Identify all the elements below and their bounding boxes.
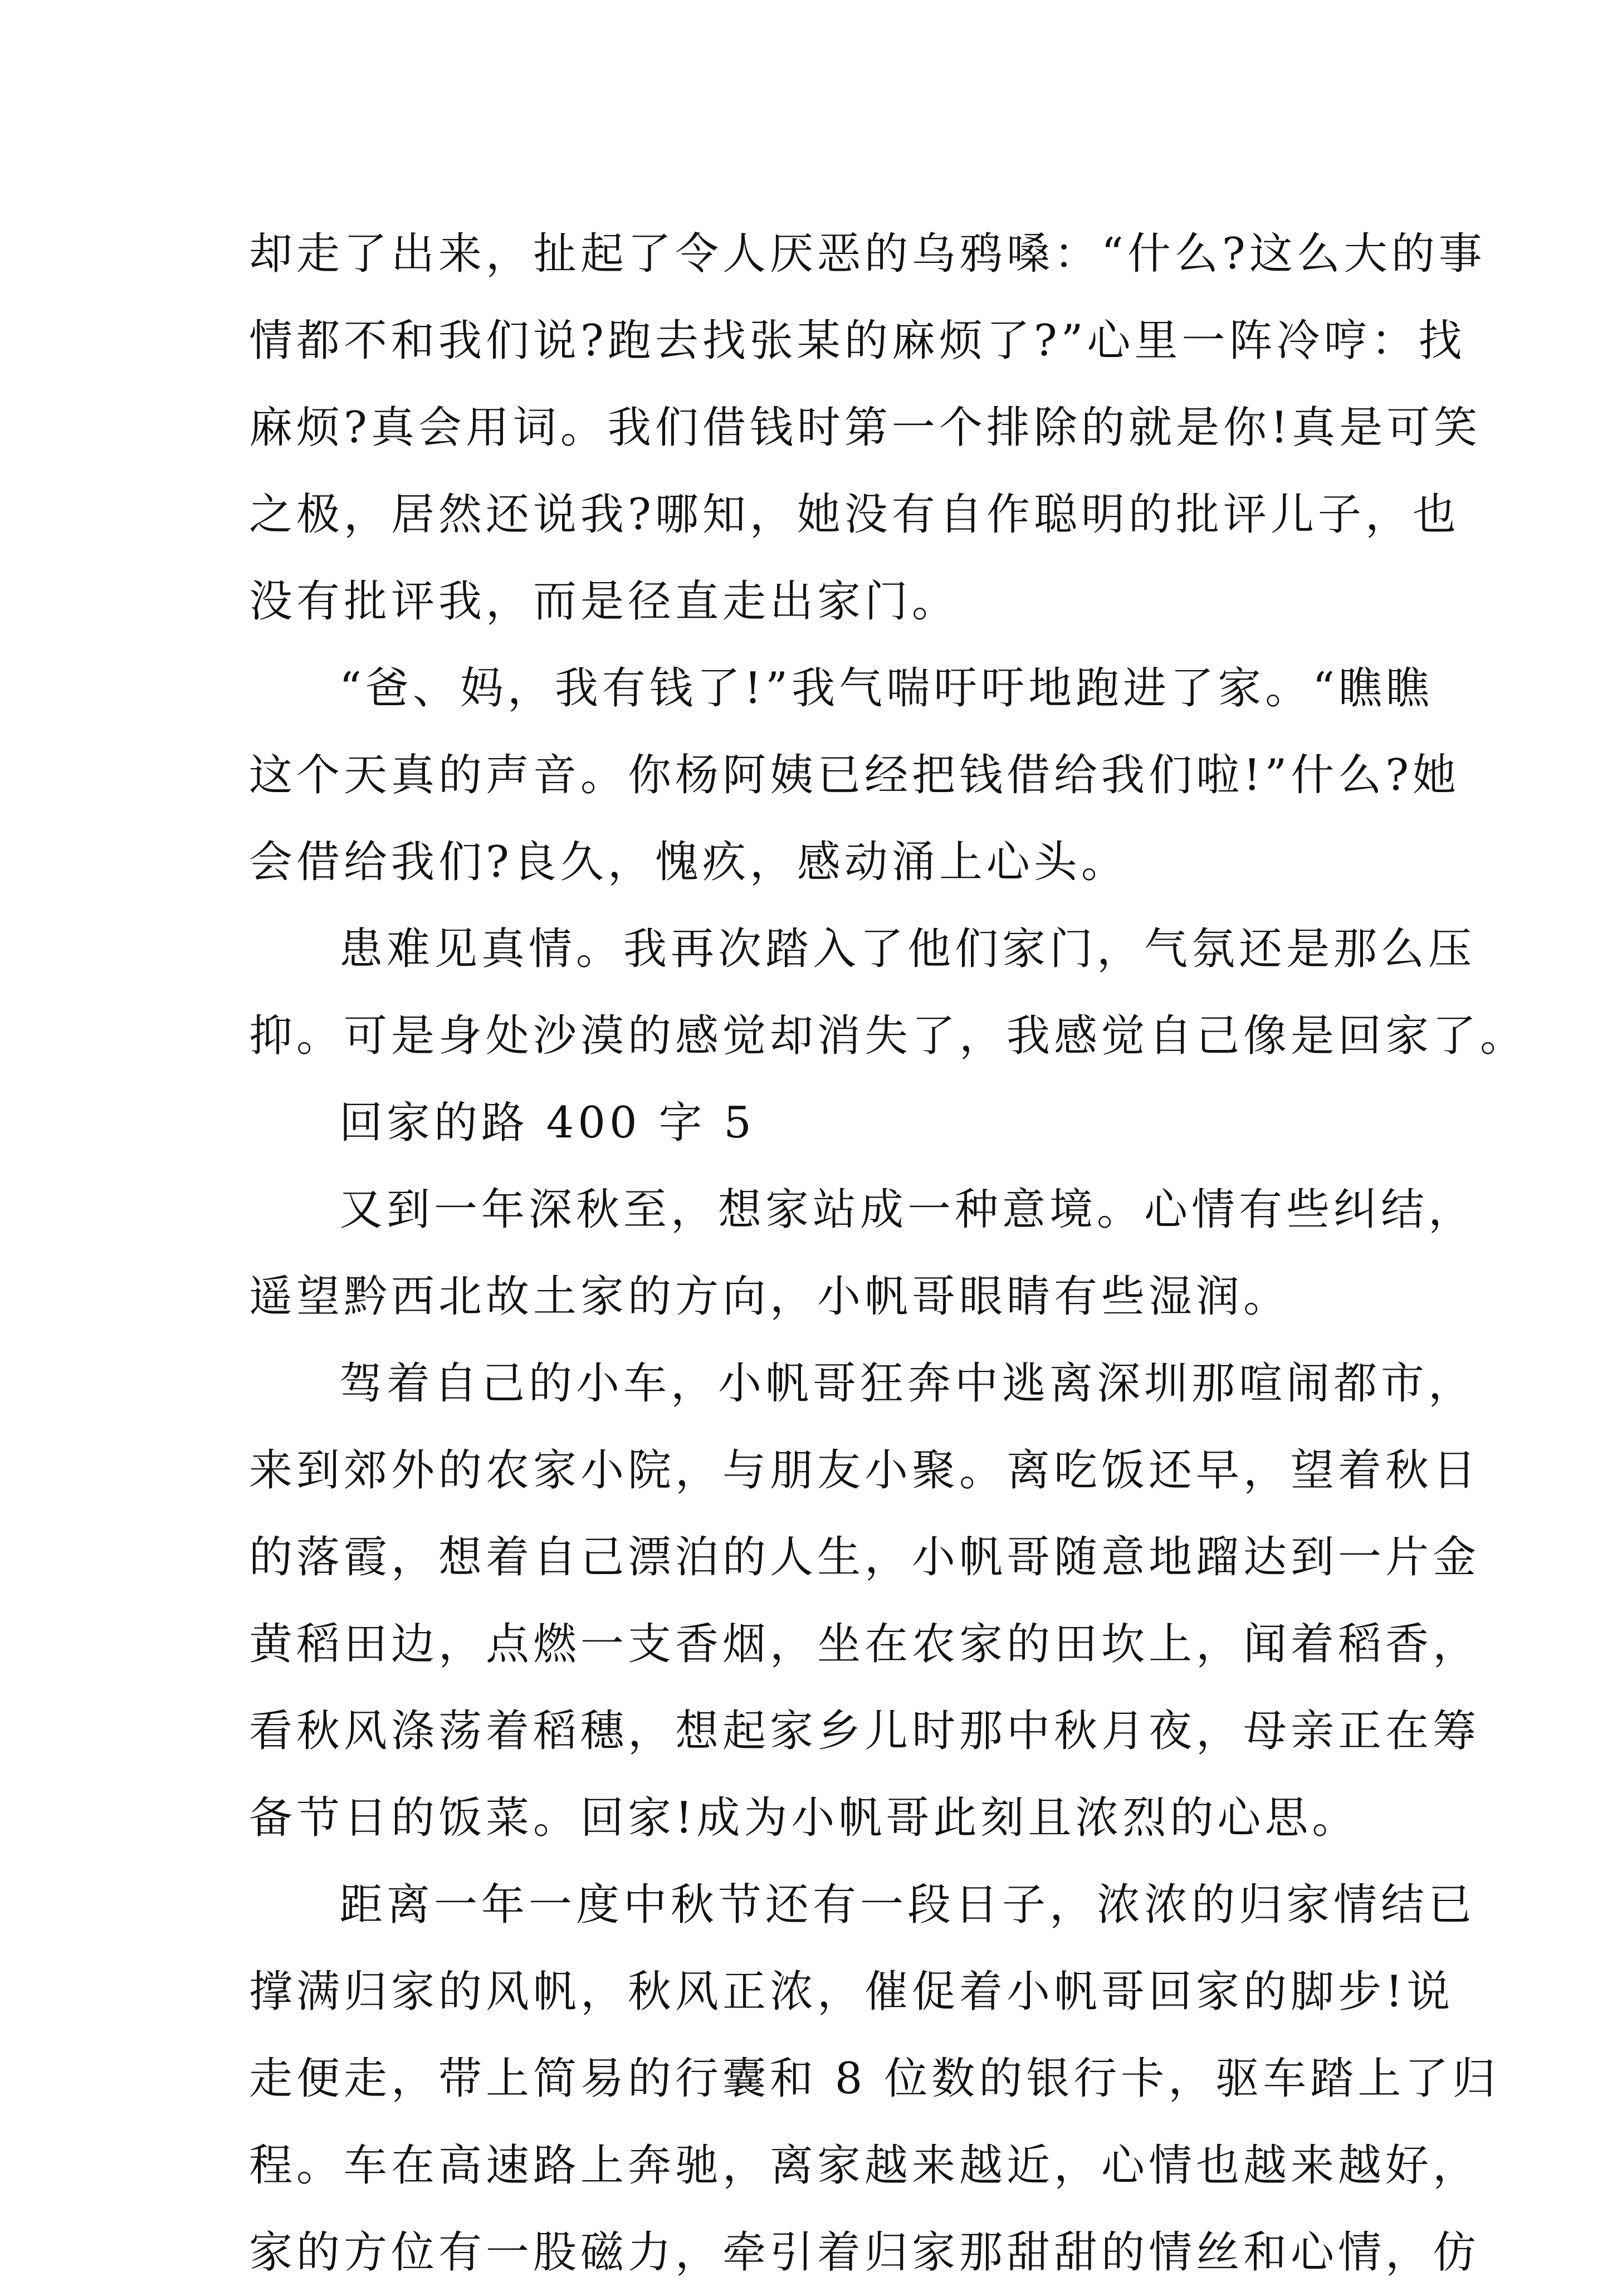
text-line: 会借给我们?良久，愧疚，感动涌上心头。 — [249, 837, 1129, 887]
text-line: 备节日的饭菜。回家!成为小帆哥此刻且浓烈的心思。 — [249, 1793, 1360, 1843]
text-line: 驾着自己的小车，小帆哥狂奔中逃离深圳那喧闹都市， — [339, 1359, 1476, 1409]
text-line: 没有批评我，而是径直走出家门。 — [249, 577, 960, 627]
heading-line: 回家的路 400 字 5 — [339, 1098, 755, 1148]
text-line: 看秋风涤荡着稻穗，想起家乡儿时那中秋月夜，母亲正在筹 — [249, 1706, 1481, 1756]
paragraph-3 — [249, 906, 1528, 1079]
text-line: 走便走，带上简易的行囊和 8 位数的银行卡，驱车踏上了归 — [249, 2054, 1500, 2104]
paragraph-2 — [249, 645, 1460, 906]
text-line: 又到一年深秋至，想家站成一种意境。心情有些纠结， — [339, 1185, 1476, 1235]
text-line: 患难见真情。我再次踏入了他们家门，气氛还是那么压 — [339, 924, 1476, 974]
text-line: 黄稻田边，点燃一支香烟，坐在农家的田坎上，闻着稻香， — [249, 1619, 1481, 1669]
paragraph-1 — [249, 211, 1486, 645]
text-line: 家的方位有一股磁力，牵引着归家那甜甜的情丝和心情，仿 — [249, 2227, 1481, 2278]
text-line: 的落霞，想着自己漂泊的人生，小帆哥随意地蹓达到一片金 — [249, 1532, 1481, 1582]
text-line: 之极，居然还说我?哪知，她没有自作聪明的批评儿子，也 — [249, 490, 1460, 540]
text-line: 撑满归家的风帆，秋风正浓，催促着小帆哥回家的脚步!说 — [249, 1967, 1454, 2017]
text-line: 却走了出来，扯起了令人厌恶的乌鸦嗓：“什么?这么大的事 — [249, 229, 1486, 279]
paragraph-6 — [249, 1862, 1500, 2296]
text-line: “爸、妈，我有钱了!”我气喘吁吁地跑进了家。“瞧瞧 — [339, 663, 1433, 714]
text-line: 麻烦?真会用词。我们借钱时第一个排除的就是你!真是可笑 — [249, 403, 1482, 453]
text-line: 这个天真的声音。你杨阿姨已经把钱借给我们啦!”什么?她 — [249, 750, 1460, 800]
text-line: 抑。可是身处沙漠的感觉却消失了，我感觉自己像是回家了。 — [249, 1011, 1528, 1061]
text-line: 遥望黔西北故土家的方向，小帆哥眼睛有些湿润。 — [249, 1272, 1291, 1322]
section-heading — [249, 1079, 1372, 1166]
text-line: 来到郊外的农家小院，与朋友小聚。离吃饭还早，望着秋日 — [249, 1445, 1481, 1496]
text-line: 程。车在高速路上奔驰，离家越来越近，心情也越来越好， — [249, 2141, 1481, 2191]
paragraph-4 — [249, 1166, 1476, 1340]
text-line: 距离一年一度中秋节还有一段日子，浓浓的归家情结已 — [339, 1880, 1476, 1930]
paragraph-5 — [249, 1340, 1481, 1862]
document-body — [249, 211, 1528, 2296]
text-line: 情都不和我们说?跑去找张某的麻烦了?”心里一阵冷哼：找 — [249, 316, 1466, 366]
